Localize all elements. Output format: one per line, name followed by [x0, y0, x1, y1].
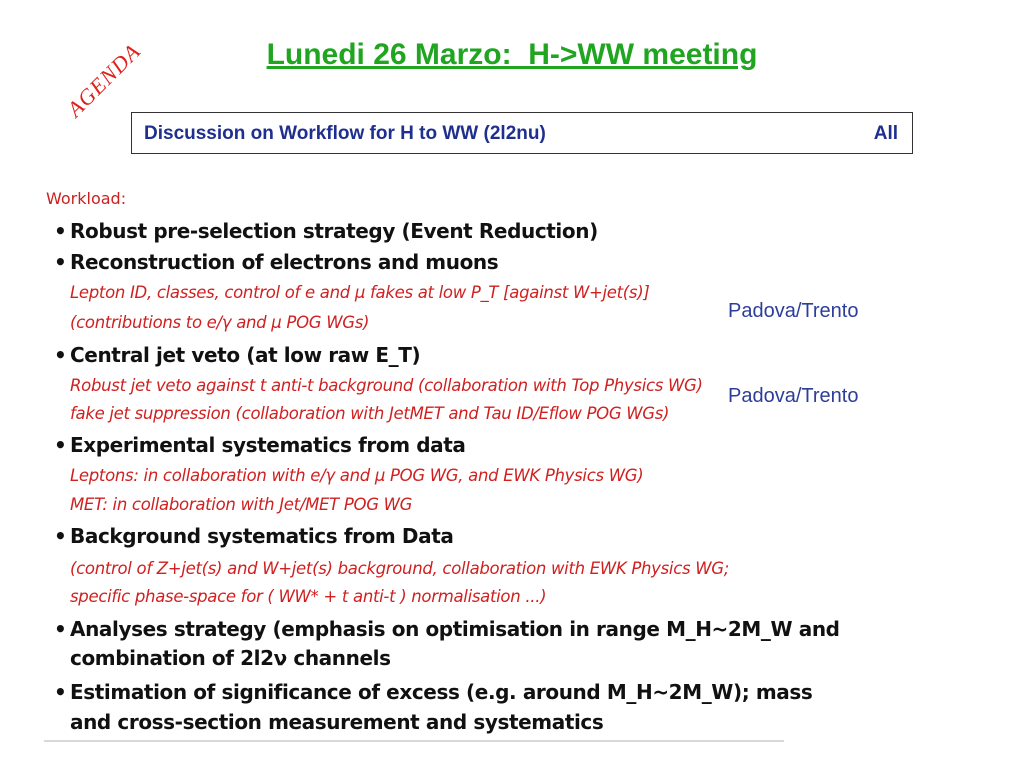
workload-bullet: • Reconstruction of electrons and muons: [54, 250, 499, 274]
page-title: Lunedi 26 Marzo: H->WW meeting: [266, 38, 758, 71]
side-label-padova-trento: Padova/Trento: [728, 385, 859, 407]
workload-bullet: • Background systematics from Data: [54, 524, 454, 548]
workload-bullet: • Central jet veto (at low raw E_T): [54, 343, 421, 367]
workload-subline: (contributions to e/γ and μ POG WGs): [70, 313, 370, 332]
workload-subline: specific phase-space for ( WW* + t anti-t ) normalisation ...): [70, 587, 547, 606]
workload-subline: Robust jet veto against t anti-t background (collaboration with Top Physics WG): [70, 376, 703, 395]
workload-bullet: • Experimental systematics from data: [54, 433, 466, 457]
workload-bullet: • Analyses strategy (emphasis on optimisation in range M_H~2M_W and: [54, 617, 840, 641]
agenda-stamp: AGENDA: [62, 38, 146, 122]
workload-subline: fake jet suppression (collaboration with JetMET and Tau ID/Eflow POG WGs): [70, 404, 670, 423]
agenda-item-speaker: All: [873, 123, 898, 144]
agenda-item-topic: Discussion on Workflow for H to WW (2l2nu): [144, 123, 546, 144]
workload-continuation: and cross-section measurement and systematics: [70, 710, 604, 734]
workload-bullet: • Estimation of significance of excess (e.g. around M_H~2M_W); mass: [54, 680, 813, 704]
workload-continuation: combination of 2l2ν channels: [70, 646, 391, 670]
workload-heading: Workload:: [46, 189, 127, 208]
workload-subline: Lepton ID, classes, control of e and μ fakes at low P_T [against W+jet(s)]: [70, 283, 650, 302]
workload-subline: Leptons: in collaboration with e/γ and μ POG WG, and EWK Physics WG): [70, 466, 644, 485]
workload-subline: MET: in collaboration with Jet/MET POG WG: [70, 495, 413, 514]
agenda-item-box: [131, 112, 913, 154]
workload-subline: (control of Z+jet(s) and W+jet(s) background, collaboration with EWK Physics WG;: [70, 559, 729, 578]
workload-bullet: • Robust pre-selection strategy (Event Reduction): [54, 219, 598, 243]
side-label-padova-trento: Padova/Trento: [728, 300, 859, 322]
